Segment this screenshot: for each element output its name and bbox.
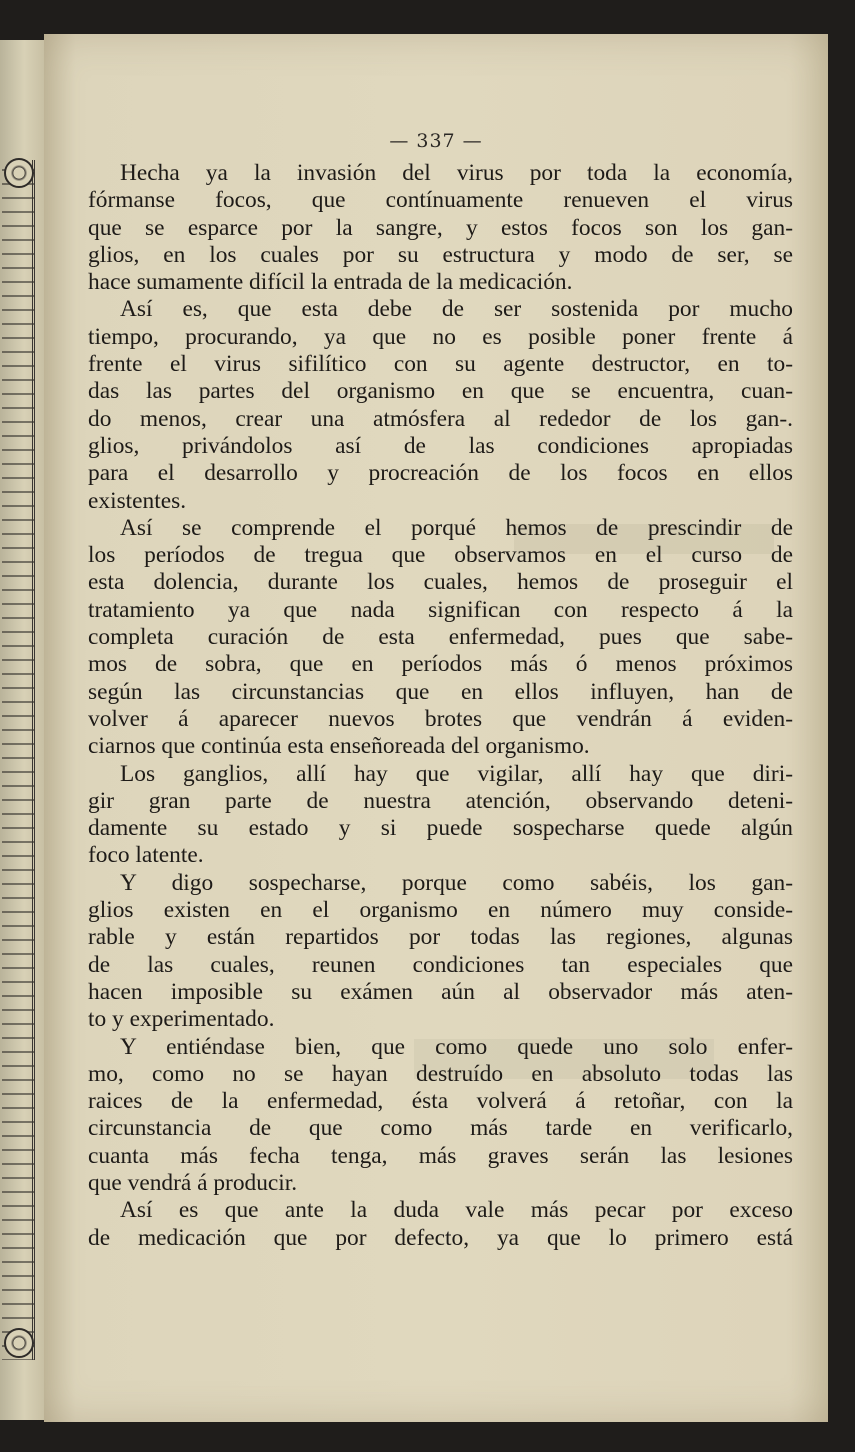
text-line: to y experimentado. (88, 1006, 275, 1033)
text-line: Los ganglios, allí hay que vigilar, allí hay que diri- (120, 760, 793, 787)
text-line: das las partes del organismo en que se encuentra, cuan- (88, 378, 793, 405)
text-line: que vendrá á producir. (88, 1169, 298, 1196)
text-line: cuanta más fecha tenga, más graves serán las lesiones (88, 1142, 793, 1169)
text-line: existentes. (88, 487, 187, 514)
text-line: glios, privándolos así de las condiciones apropiadas (88, 432, 793, 459)
text-line: gir gran parte de nuestra atención, observando deteni- (88, 787, 793, 814)
text-line: completa curación de esta enfermedad, pues que sabe- (88, 624, 793, 651)
body-text (88, 160, 793, 1252)
text-line: raices de la enfermedad, ésta volverá á retoñar, con la (88, 1088, 793, 1115)
text-line: frente el virus sifilítico con su agente destructor, en to- (88, 351, 793, 378)
text-line: rable y están repartidos por todas las regiones, algunas (88, 924, 793, 951)
text-line: volver á aparecer nuevos brotes que vendrán á eviden- (88, 705, 793, 732)
ornament-icon (4, 1328, 34, 1358)
text-line: mos de sobra, que en períodos más ó menos próximos (88, 651, 793, 678)
text-line: mo, como no se hayan destruído en absoluto todas las (88, 1060, 793, 1087)
ornamental-border (2, 160, 35, 1360)
text-line: los períodos de tregua que observamos en el curso de (88, 542, 793, 569)
text-line: fórmanse focos, que contínuamente renueven el virus (88, 187, 793, 214)
text-line: glios, en los cuales por su estructura y modo de ser, se (88, 241, 793, 268)
text-line: Así es, que esta debe de ser sostenida por mucho (120, 296, 793, 323)
text-line: según las circunstancias que en ellos influyen, han de (88, 678, 793, 705)
ornament-icon (4, 158, 34, 188)
text-line: Así se comprende el porqué hemos de prescindir de (120, 514, 793, 541)
book-page (44, 34, 828, 1422)
text-line: glios existen en el organismo en número muy conside- (88, 897, 793, 924)
text-line: Y entiéndase bien, que como quede uno solo enfer- (120, 1033, 793, 1060)
text-line: tratamiento ya que nada significan con respecto á la (88, 596, 793, 623)
page-number: — 337 — (389, 130, 483, 152)
text-line: hacen imposible su exámen aún al observador más aten- (88, 978, 793, 1005)
text-line: para el desarrollo y procreación de los focos en ellos (88, 460, 793, 487)
text-line: que se esparce por la sangre, y estos focos son los gan- (88, 214, 793, 241)
text-line: de medicación que por defecto, ya que lo primero está (88, 1224, 793, 1251)
text-line: Así es que ante la duda vale más pecar por exceso (120, 1197, 793, 1224)
text-line: ciarnos que continúa esta enseñoreada del organismo. (88, 733, 590, 760)
text-line: foco latente. (88, 842, 204, 869)
text-line: do menos, crear una atmósfera al rededor de los gan-. (88, 405, 793, 432)
text-line: Hecha ya la invasión del virus por toda la economía, (120, 160, 793, 186)
text-line: tiempo, procurando, ya que no es posible poner frente á (88, 323, 793, 350)
text-line: circunstancia de que como más tarde en verificarlo, (88, 1115, 793, 1142)
facing-page-edge (0, 40, 44, 1420)
text-line: hace sumamente difícil la entrada de la medicación. (88, 269, 573, 296)
text-line: damente su estado y si puede sospecharse quede algún (88, 815, 793, 842)
text-line: de las cuales, reunen condiciones tan especiales que (88, 951, 793, 978)
text-line: Y digo sospecharse, porque como sabéis, los gan- (120, 869, 793, 896)
text-line: esta dolencia, durante los cuales, hemos de proseguir el (88, 569, 793, 596)
